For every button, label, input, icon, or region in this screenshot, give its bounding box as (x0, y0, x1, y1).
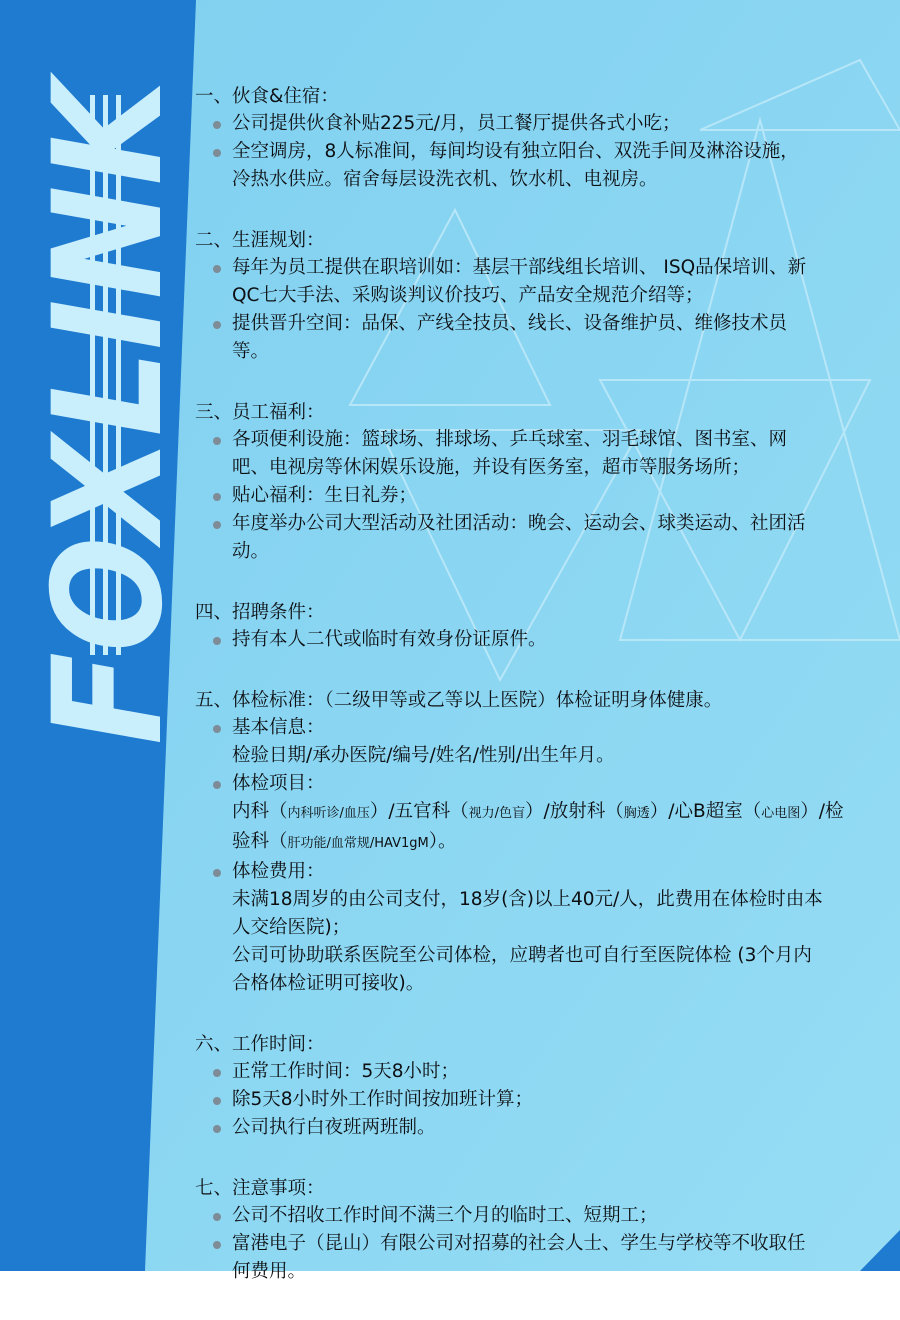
item-text: 动。 (232, 541, 270, 562)
exam-text: ）/检 (800, 801, 844, 822)
item-text: 冷热水供应。宿舍每层设洗衣机、饮水机、电视房。 (232, 169, 658, 190)
exam-detail: 胸透 (623, 806, 650, 821)
list-item (195, 858, 875, 998)
section-title: 四、招聘条件： (195, 602, 325, 623)
list-item (195, 510, 875, 566)
section (195, 1032, 875, 1142)
list-item (195, 1086, 875, 1114)
bullet-icon (213, 1125, 221, 1133)
list-item (195, 1114, 875, 1142)
item-text: 公司不招收工作时间不满三个月的临时工、短期工； (232, 1205, 658, 1226)
item-text: 年度举办公司大型活动及社团活动：晚会、运动会、球类运动、社团活 (232, 513, 806, 534)
section-title: 五、体检标准：（二级甲等或乙等以上医院）体检证明身体健康。 (195, 690, 723, 711)
bullet-icon (213, 1097, 221, 1105)
logo-stripe (116, 95, 121, 655)
item-text: 体检费用： (232, 861, 325, 882)
exam-detail: 视力/色盲 (468, 806, 526, 821)
item-text: 体检项目： (232, 773, 325, 794)
list-item (195, 714, 875, 770)
list-item (195, 482, 875, 510)
item-text: 检验日期/承办医院/编号/姓名/性别/出生年月。 (232, 745, 615, 766)
item-text: 各项便利设施：篮球场、排球场、乒乓球室、羽毛球馆、图书室、网 (232, 429, 788, 450)
list-item (195, 426, 875, 482)
item-text: 基本信息： (232, 717, 325, 738)
bullet-icon (213, 869, 221, 877)
section-title: 六、工作时间： (195, 1034, 325, 1055)
logo-stripe (103, 95, 108, 655)
bullet-icon (213, 1213, 221, 1221)
exam-detail: 内科听诊/血压 (287, 806, 370, 821)
item-text: 持有本人二代或临时有效身份证原件。 (232, 629, 547, 650)
item-text: 除5天8小时外工作时间按加班计算； (232, 1089, 534, 1110)
section (195, 400, 875, 566)
exam-text: ）。 (428, 831, 457, 852)
exam-text: ）/放射科（ (525, 801, 624, 822)
item-text: 每年为员工提供在职培训如：基层干部线组长培训、 ISQ品保培训、新 (232, 257, 807, 278)
bullet-icon (213, 121, 221, 129)
section (195, 228, 875, 366)
list-item (195, 110, 875, 138)
bullet-icon (213, 321, 221, 329)
section (195, 688, 875, 998)
item-text: 全空调房，8人标准间，每间均设有独立阳台、双洗手间及淋浴设施， (232, 141, 799, 162)
bullet-icon (213, 149, 221, 157)
list-item (195, 626, 875, 654)
item-text: 合格体检证明可接收)。 (232, 973, 425, 994)
bullet-icon (213, 725, 221, 733)
section-title: 一、伙食&住宿： (195, 86, 339, 107)
recruitment-info (195, 84, 875, 1320)
item-text: 吧、电视房等休闲娱乐设施，并设有医务室，超市等服务场所； (232, 457, 751, 478)
logo-stripe (90, 95, 95, 655)
bullet-icon (213, 781, 221, 789)
item-text: 未满18周岁的由公司支付，18岁(含)以上40元/人，此费用在体检时由本 (232, 889, 823, 910)
item-text: 提供晋升空间：品保、产线全技员、线长、设备维护员、维修技术员 (232, 313, 788, 334)
item-text: 贴心福利：生日礼券； (232, 485, 418, 506)
item-text: 富港电子（昆山）有限公司对招募的社会人士、学生与学校等不收取任 (232, 1233, 806, 1254)
item-text: QC七大手法、采购谈判议价技巧、产品安全规范介绍等； (232, 285, 704, 306)
bullet-icon (213, 1241, 221, 1249)
bullet-icon (213, 493, 221, 501)
bullet-icon (213, 521, 221, 529)
exam-detail: 心电图 (761, 806, 801, 821)
list-item (195, 254, 875, 310)
list-item (195, 1058, 875, 1086)
list-item (195, 310, 875, 366)
item-text: 人交给医院)； (232, 917, 351, 938)
exam-text: ）/五官科（ (369, 801, 469, 822)
section (195, 84, 875, 194)
list-item (195, 1202, 875, 1230)
item-text: 公司提供伙食补贴225元/月，员工餐厅提供各式小吃； (232, 113, 681, 134)
item-text: 等。 (232, 341, 270, 362)
logo-text: FOXLINK (22, 11, 196, 745)
exam-detail: 肝功能/血常规/HAV1gM (287, 836, 429, 851)
bullet-icon (213, 637, 221, 645)
section (195, 1176, 875, 1286)
section-title: 七、注意事项： (195, 1178, 325, 1199)
exam-items-line (232, 798, 875, 828)
section-title: 三、员工福利： (195, 402, 325, 423)
item-text: 何费用。 (232, 1261, 307, 1282)
section-title: 二、生涯规划： (195, 230, 325, 251)
item-text: 公司执行白夜班两班制。 (232, 1117, 436, 1138)
list-item (195, 138, 875, 194)
list-item (195, 1230, 875, 1286)
foxlink-logo-icon (0, 0, 200, 760)
list-item (195, 770, 875, 858)
item-text: 正常工作时间：5天8小时； (232, 1061, 460, 1082)
bullet-icon (213, 437, 221, 445)
exam-text: ）/心B超室（ (649, 801, 762, 822)
bullet-icon (213, 265, 221, 273)
item-text: 公司可协助联系医院至公司体检，应聘者也可自行至医院体检 (3个月内 (232, 945, 812, 966)
exam-text: 内科（ (232, 801, 288, 822)
exam-text: 验科（ (232, 831, 288, 852)
bullet-icon (213, 1069, 221, 1077)
section (195, 600, 875, 654)
exam-items-line (232, 828, 875, 858)
